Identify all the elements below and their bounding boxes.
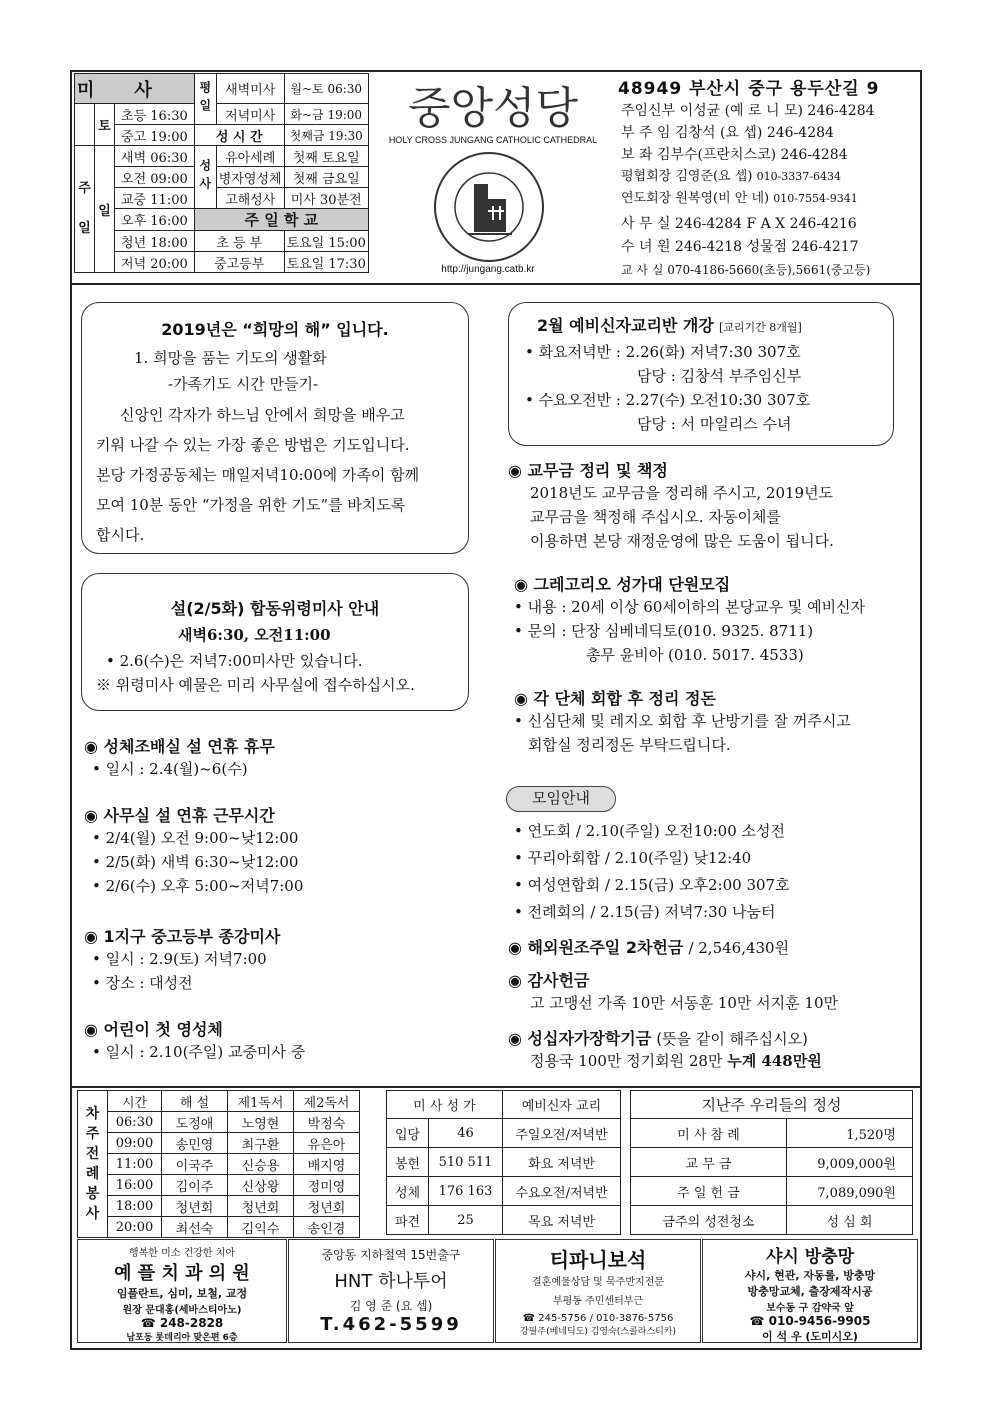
ad-tiffany [495, 1239, 701, 1343]
section-title: ◉ 각 단체 회합 후 정리 정돈 [514, 689, 716, 708]
liturgy-header: 제1독서 [228, 1091, 294, 1112]
section-line: • 일시 : 2.9(토) 저녁7:00 [92, 950, 267, 968]
section-title: ◉ 사무실 설 연휴 근무시간 [84, 806, 275, 825]
ad-line: 샤시, 현관, 자동롤, 방충망 [744, 1269, 876, 1282]
meeting-item: • 연도회 / 2.10(주일) 오전10:00 소성전 [514, 822, 785, 840]
meetings-label: 모임안내 [506, 786, 616, 812]
scholar-note: (뜻을 같이 해주십시오) [656, 1030, 808, 1048]
staff-name: 원복영(비 안 네) [675, 191, 770, 206]
liturgy-cell: 청년회 [228, 1196, 294, 1217]
liturgy-cell: 16:00 [108, 1175, 162, 1196]
sun-evening-time: 20:00 [150, 256, 188, 272]
hymns-header: 미 사 성 가 [387, 1091, 503, 1119]
sun-morning-label: 오전 [121, 171, 147, 187]
staff-name: 김창석 (요 셉) [674, 125, 763, 141]
table-row [631, 1148, 913, 1177]
ad-line: 강필주(베네딕도) 김영숙(스콜라스티카) [519, 1327, 676, 1337]
table-row [78, 1133, 360, 1154]
liturgy-cell: 송민영 [162, 1133, 228, 1154]
thanks-line: 고 고맹선 가족 10만 서동훈 10만 서지훈 10만 [530, 994, 838, 1012]
staff-phone: 010-7554-9341 [773, 192, 858, 205]
meeting-item: • 꾸리아회합 / 2.10(주일) 낮12:40 [514, 849, 752, 867]
offering-cell: 주 일 헌 금 [631, 1177, 787, 1206]
meeting-item: • 전례회의 / 2.15(금) 저녁7:30 나눔터 [514, 903, 776, 921]
cleanup-section [514, 686, 851, 757]
ad-line: 샤시 방충망 [765, 1247, 855, 1267]
church-name: 중앙성당 [407, 83, 578, 134]
catechumen-line: 담당 : 김창석 부주임신부 [637, 367, 802, 385]
confession-label: 고해성사 [216, 188, 284, 209]
liturgy-cell: 신승용 [228, 1154, 294, 1175]
section-title: ◉ 1지구 중고등부 종강미사 [84, 927, 281, 946]
offering-cell: 9,009,000원 [787, 1148, 913, 1177]
schedule-title-sa: 사 [134, 79, 192, 101]
youth-mass-section [84, 924, 280, 995]
hymns-cell: 176 163 [429, 1177, 503, 1206]
section-line: • 일시 : 2.4(월)~6(수) [92, 760, 248, 778]
section-line: 교무금을 책정해 주십시오. 자동이체를 [530, 508, 781, 526]
catechumen-line: • 수요오전반 : 2.27(수) 오전10:30 307호 [525, 391, 811, 409]
hope-subtitle-1: 1. 희망을 품는 기도의 생활화 [134, 349, 327, 367]
liturgy-cell: 송인경 [294, 1217, 360, 1238]
liturgy-cell: 도정애 [162, 1112, 228, 1133]
hymns-cell: 파견 [387, 1206, 429, 1235]
offering-cell: 금주의 성전청소 [631, 1206, 787, 1235]
offering-cell: 교 무 금 [631, 1148, 787, 1177]
section-line: • 일시 : 2.10(주일) 교중미사 중 [92, 1043, 306, 1061]
hymns-header: 예비신자 교리 [503, 1091, 621, 1119]
sun-dawn-time: 06:30 [150, 150, 188, 166]
ad-line: 행복한 미소 건강한 치아 [128, 1248, 236, 1259]
header-divider [72, 283, 920, 285]
sat-youth [115, 125, 195, 146]
hymns-cell: 목요 저녁반 [503, 1206, 621, 1235]
offering-title: 지난주 우리들의 정성 [631, 1091, 913, 1119]
ad-line: 중앙동 지하철역 15번출구 [321, 1248, 461, 1262]
section-title: ◉ 성체조배실 설 연휴 휴무 [84, 737, 275, 756]
ad-line: 보수동 구 감약국 앞 [766, 1303, 854, 1314]
contact-convent: 수 녀 원 246-4218 성물점 246-4217 [621, 239, 859, 255]
staff-name: 김영준(요 셉) [675, 169, 753, 184]
hymns-cell: 성체 [387, 1177, 429, 1206]
sunday-label-2: 일 [78, 221, 91, 236]
table-row [78, 1217, 360, 1238]
meetings-list [514, 818, 790, 926]
liturgy-cell: 20:00 [108, 1217, 162, 1238]
sun-main-label: 교중 [121, 192, 147, 208]
sun-morning-time: 09:00 [150, 171, 188, 187]
scholarship-line [530, 1049, 822, 1073]
liturgy-cell: 정미영 [294, 1175, 360, 1196]
scholar-line: 정용국 100만 정기회원 28만 [530, 1052, 723, 1070]
liturgy-cell: 09:00 [108, 1133, 162, 1154]
staff-list [621, 100, 875, 210]
weekday-evening-time: 화~금 19:00 [284, 104, 368, 125]
offering-cell: 1,520명 [787, 1119, 913, 1148]
staff-role: 보 좌 [621, 147, 653, 163]
scholar-title: ◉ 성십자가장학기금 [508, 1029, 652, 1048]
school-elementary-time: 토요일 15:00 [284, 231, 368, 252]
ad-line: ☎ 248-2828 [140, 1316, 224, 1330]
catechumen-line: • 화요저녁반 : 2.26(화) 저녁7:30 307호 [525, 343, 801, 361]
sat-children-label: 초등 [121, 108, 147, 124]
weekday-dawn-time: 월~토 06:30 [284, 74, 368, 104]
liturgy-cell: 이국주 [162, 1154, 228, 1175]
sat-blank [75, 104, 95, 146]
hope-line: 키워 나갈 수 있는 가장 좋은 방법은 기도입니다. [96, 436, 410, 454]
offering-cell: 미 사 참 례 [631, 1119, 787, 1148]
offering-table [630, 1090, 913, 1235]
section-line: • 문의 : 단장 심베네딕토(010. 9325. 8711) [514, 622, 814, 640]
ad-dental [77, 1239, 287, 1343]
website-url[interactable]: http://jungang.catb.kr [441, 264, 535, 275]
sunday-label-1: 주 [78, 181, 91, 196]
overseas-amount: / 2,546,430원 [688, 939, 790, 957]
church-address: 48949 부산시 중구 용두산길 9 [618, 79, 880, 99]
liturgy-cell: 청년회 [162, 1196, 228, 1217]
liturgy-header: 제2독서 [294, 1091, 360, 1112]
liturgy-cell: 신상왕 [228, 1175, 294, 1196]
hope-subtitle-2: -가족기도 시간 만들기- [168, 375, 319, 393]
memorial-line: ※ 위령미사 예물은 미리 사무실에 접수하십시오. [96, 676, 415, 694]
memorial-line: • 2.6(수)은 저녁7:00미사만 있습니다. [106, 652, 363, 670]
table-row [78, 1196, 360, 1217]
schedule-title-mi: 미 [77, 79, 135, 101]
ad-line: 임플란트, 심미, 보철, 교정 [116, 1287, 248, 1300]
section-line: • 장소 : 대성전 [92, 974, 193, 992]
contact-teachers: 교 사 실 070-4186-5660(초등),5661(중고등) [621, 263, 871, 277]
catechumen-header [537, 313, 893, 336]
sun-dawn [115, 146, 195, 167]
liturgy-table [77, 1090, 360, 1238]
catechumen-title: 2월 예비신자교리반 개강 [537, 316, 714, 335]
hymns-cell: 수요오전/저녁반 [503, 1177, 621, 1206]
staff-phone: 246-4284 [766, 125, 834, 141]
sun-young-time: 18:00 [150, 235, 188, 251]
scholar-total: 누계 448만원 [727, 1052, 822, 1070]
liturgy-cell: 김익수 [228, 1217, 294, 1238]
staff-role: 주임신부 [621, 103, 676, 119]
thanks-offering [508, 968, 838, 1015]
table-row [387, 1206, 621, 1235]
sunday-label-3: 일 [95, 146, 115, 273]
table-row [78, 1154, 360, 1175]
hope-line: 본당 가정공동체는 매일저녁10:00에 가족이 함께 [96, 466, 420, 484]
offering-cell: 성 심 회 [787, 1206, 913, 1235]
table-row [631, 1119, 913, 1148]
ad-line: ☎ 245-5756 / 010-3876-5756 [522, 1313, 674, 1324]
sunday-school-header: 주 일 학 교 [194, 209, 368, 231]
overseas-aid [508, 935, 789, 960]
liturgy-cell: 노영현 [228, 1112, 294, 1133]
baptism-time: 첫째 토요일 [284, 146, 368, 167]
prayer-time: 첫째금 19:30 [284, 125, 368, 146]
offering-cell: 7,089,090원 [787, 1177, 913, 1206]
scholarship-fund [508, 1026, 822, 1073]
hope-line: 합시다. [96, 526, 145, 544]
sacrament-label: 성사 [194, 146, 216, 209]
staff-row [621, 188, 875, 210]
table-row [387, 1177, 621, 1206]
ad-line: 티파니보석 [549, 1248, 647, 1272]
church-english-name: HOLY CROSS JUNGANG CATHOLIC CATHEDRAL [388, 135, 598, 145]
sun-evening [115, 252, 195, 273]
sun-young [115, 231, 195, 252]
liturgy-header: 해 설 [162, 1091, 228, 1112]
ad-line: 예 플 치 과 의 원 [114, 1263, 250, 1284]
section-line: 총무 윤비아 (010. 5017. 4533) [586, 646, 804, 664]
dues-section [508, 458, 834, 553]
ad-line: 방충망교체, 출장제작시공 [747, 1285, 873, 1298]
section-title: ◉ 교무금 정리 및 책정 [508, 461, 668, 480]
staff-phone: 246-4284 [807, 103, 875, 119]
catechumen-box [508, 302, 894, 446]
contact-office: 사 무 실 246-4284 F A X 246-4216 [621, 216, 857, 232]
ad-sash [702, 1239, 918, 1343]
sun-young-label: 청년 [121, 235, 147, 251]
section-line: • 2/5(화) 새벽 6:30~낮12:00 [92, 853, 299, 871]
scholarship-header [508, 1026, 822, 1049]
liturgy-header: 시간 [108, 1091, 162, 1112]
staff-phone: 246-4284 [780, 147, 848, 163]
memorial-title: 설(2/5화) 합동위령미사 안내 [170, 599, 380, 618]
staff-role: 연도회장 [621, 191, 672, 206]
ad-line: T.462-5599 [320, 1314, 462, 1335]
mass-schedule-table [74, 73, 369, 273]
school-middle-label: 중고등부 [194, 252, 284, 273]
staff-name: 이성균 (예 로 니 모) [679, 103, 803, 119]
liturgy-cell: 유은아 [294, 1133, 360, 1154]
hope-title: 2019년은 “희망의 해” 입니다. [161, 320, 389, 339]
church-logo [434, 152, 544, 262]
table-row [78, 1175, 360, 1196]
office-hours-section [84, 803, 303, 898]
liturgy-cell: 청년회 [294, 1196, 360, 1217]
hope-line: 신앙인 각자가 하느님 안에서 희망을 배우고 [120, 406, 405, 424]
contact-list [621, 213, 870, 282]
memorial-time: 새벽6:30, 오전11:00 [178, 626, 331, 644]
section-title: ◉ 어린이 첫 영성체 [84, 1020, 223, 1039]
sat-youth-time: 19:00 [150, 129, 188, 145]
ad-hanatour [288, 1239, 494, 1343]
hymns-cell: 주일오전/저녁반 [503, 1119, 621, 1148]
catechumen-note: [교리기간 8개월] [718, 321, 802, 334]
ad-line: HNT 하나투어 [334, 1271, 448, 1292]
catechumen-line: 담당 : 서 마일리스 수녀 [637, 415, 792, 433]
ad-line: 원장 문대홍(세바스티아노) [122, 1305, 242, 1316]
memorial-mass-box [81, 573, 469, 711]
overseas-title: ◉ 해외원조주일 2차헌금 [508, 938, 684, 957]
ad-line: ☎ 010-9456-9905 [749, 1314, 871, 1328]
sat-children [115, 104, 195, 125]
staff-row [621, 100, 875, 122]
sun-main-time: 11:00 [150, 192, 188, 208]
staff-role: 부 주 임 [621, 125, 671, 141]
cathedral-logo-icon [436, 154, 542, 260]
section-title: ◉ 그레고리오 성가대 단원모집 [514, 575, 731, 594]
ad-line: 이 석 우 (도미시오) [762, 1330, 858, 1343]
ad-line: 부평동 주민센터부근 [552, 1296, 644, 1307]
baptism-label: 유아세례 [216, 146, 284, 167]
section-line: • 2/4(월) 오전 9:00~낮12:00 [92, 829, 299, 847]
section-line: • 내용 : 20세 이상 60세이하의 본당교우 및 예비신자 [514, 598, 866, 616]
liturgy-cell: 최선숙 [162, 1217, 228, 1238]
staff-role: 평협회장 [621, 169, 672, 184]
table-row [631, 1206, 913, 1235]
choir-section [514, 572, 865, 667]
hymns-cell: 510 511 [429, 1148, 503, 1177]
meeting-item: • 여성연합회 / 2.15(금) 오후2:00 307호 [514, 876, 790, 894]
liturgy-cell: 최구환 [228, 1133, 294, 1154]
table-row [78, 1112, 360, 1133]
table-row [631, 1177, 913, 1206]
sun-evening-label: 저녁 [121, 256, 147, 272]
hymns-cell: 봉헌 [387, 1148, 429, 1177]
footer-divider [72, 1086, 920, 1088]
confession-time: 미사 30분전 [284, 188, 368, 209]
section-line: 회합실 정리정돈 부탁드립니다. [528, 736, 731, 754]
staff-name: 김부수(프란치스코) [656, 147, 777, 163]
sunday-label-col [75, 146, 95, 273]
hymns-cell: 46 [429, 1119, 503, 1148]
sun-main [115, 188, 195, 209]
liturgy-cell: 11:00 [108, 1154, 162, 1175]
staff-row [621, 166, 875, 188]
hymns-cell: 25 [429, 1206, 503, 1235]
hymns-cell: 화요 저녁반 [503, 1148, 621, 1177]
school-elementary-label: 초 등 부 [194, 231, 284, 252]
sun-morning [115, 167, 195, 188]
sat-children-time: 16:30 [150, 108, 188, 124]
first-communion-section [84, 1017, 305, 1064]
table-row [387, 1119, 621, 1148]
schedule-title [75, 74, 195, 104]
staff-row [621, 122, 875, 144]
hope-line: 모여 10분 동안 “가정을 위한 기도”를 바치도록 [96, 496, 406, 514]
section-line: • 2/6(수) 오후 5:00~저녁7:00 [92, 877, 304, 895]
hymns-table [386, 1090, 621, 1235]
sat-label: 토 [95, 104, 115, 146]
hymns-cell: 입당 [387, 1119, 429, 1148]
ad-line: 김 영 준 (요 셉) [349, 1299, 433, 1313]
sun-dawn-label: 새벽 [121, 150, 147, 166]
weekday-evening-label: 저녁미사 [216, 104, 284, 125]
liturgy-side-label: 차주전례봉사 [78, 1091, 108, 1238]
liturgy-cell: 06:30 [108, 1112, 162, 1133]
sun-afternoon-label: 오후 [121, 214, 147, 229]
section-line: 2018년도 교무금을 정리해 주시고, 2019년도 [530, 484, 834, 502]
communion-sick-time: 첫째 금요일 [284, 167, 368, 188]
communion-sick-label: 병자영성체 [216, 167, 284, 188]
table-row [387, 1148, 621, 1177]
weekday-label: 평일 [194, 74, 216, 125]
staff-phone: 010-3337-6434 [756, 170, 842, 183]
hope-year-box [81, 302, 469, 554]
prayer-label: 성 시 간 [194, 125, 284, 146]
adoration-section [84, 734, 275, 781]
liturgy-cell: 18:00 [108, 1196, 162, 1217]
liturgy-cell: 배지영 [294, 1154, 360, 1175]
liturgy-cell: 김이주 [162, 1175, 228, 1196]
sun-afternoon [115, 209, 195, 231]
thanks-title: ◉ 감사헌금 [508, 971, 590, 990]
ad-line: 결혼예물상담 및 묵주반지전문 [532, 1277, 664, 1288]
school-middle-time: 토요일 17:30 [284, 252, 368, 273]
section-line: • 신심단체 및 레지오 회합 후 난방기를 잘 꺼주시고 [514, 712, 851, 730]
staff-row [621, 144, 875, 166]
sat-youth-label: 중고 [121, 129, 147, 145]
sun-afternoon-time: 16:00 [150, 214, 188, 229]
section-line: 이용하면 본당 재정운영에 많은 도움이 됩니다. [530, 532, 834, 550]
liturgy-cell: 박정숙 [294, 1112, 360, 1133]
ad-line: 남포동 롯데리아 맞은편 6층 [126, 1333, 238, 1343]
weekday-dawn-label: 새벽미사 [216, 74, 284, 104]
